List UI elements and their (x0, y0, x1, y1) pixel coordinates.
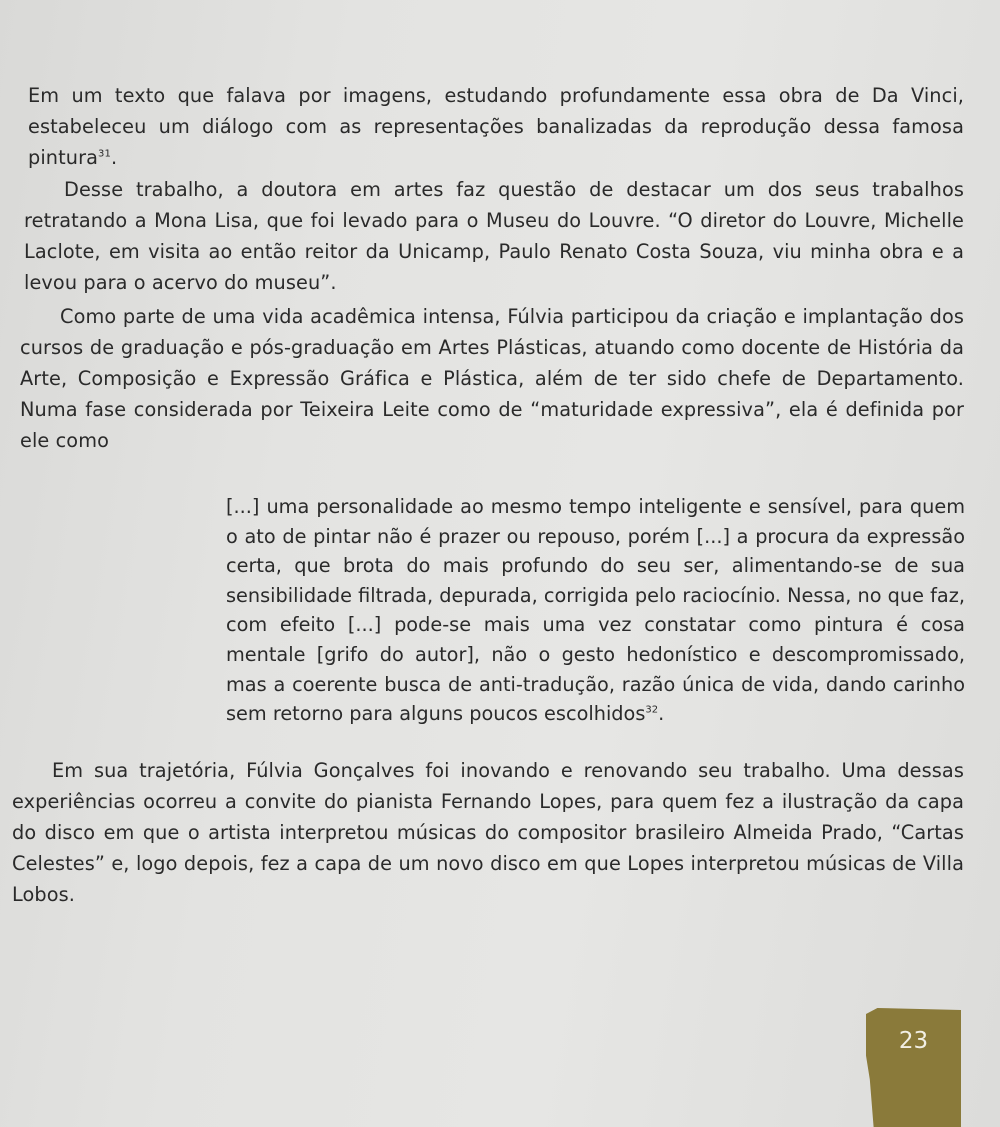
paragraph-2 (24, 174, 964, 298)
paragraph-2-text: Desse trabalho, a doutora em artes faz questão de destacar um dos seus trabalhos retratando a Mona Lisa, que foi levado para o Museu do Louvre. “O diretor do Louvre, Michelle Laclote, em visita ao então reitor da Unicamp, Paulo Renato Costa Souza, viu minha obra e a levou para o acervo do museu”. (24, 178, 964, 294)
paragraph-3 (20, 301, 964, 456)
footnote-ref-32: 32 (645, 704, 659, 716)
page-number-tab (866, 1008, 961, 1127)
paragraph-3-text: Como parte de uma vida acadêmica intensa, Fúlvia participou da criação e implantação dos cursos de graduação e pós-graduação em Artes Plásticas, atuando como docente de História da Arte, Composição e Expressão Gráfica e Plástica, além de ter sido chefe de Departamento. Numa fase considerada por Teixeira Leite como de “maturidade expressiva”, ela é definida por ele como (20, 305, 964, 452)
paragraph-4 (12, 755, 964, 910)
paragraph-4-text: Em sua trajetória, Fúlvia Gonçalves foi inovando e renovando seu trabalho. Uma dessas experiências ocorreu a convite do pianista Fernando Lopes, para quem fez a ilustração da capa do disco em que o artista interpretou músicas do compositor brasileiro Almeida Prado, “Cartas Celestes” e, logo depois, fez a capa de um novo disco em que Lopes interpretou músicas de Villa Lobos. (12, 759, 964, 906)
page-number: 23 (898, 1028, 929, 1054)
block-quote (226, 492, 965, 729)
paragraph-1 (28, 80, 964, 173)
block-quote-end: . (658, 702, 665, 726)
block-quote-text: [...] uma personalidade ao mesmo tempo inteligente e sensível, para quem o ato de pintar não é prazer ou repouso, porém [...] a procura da expressão certa, que brota do mais profundo do seu ser, alimentando-se de sua sensibilidade filtrada, depurada, corrigida pelo raciocínio. Nessa, no que faz, com efeito [...] pode-se mais uma vez constatar como pintura é cosa mentale [grifo do autor], não o gesto hedonístico e descompromissado, mas a coerente busca de anti-tradução, razão única de vida, dando carinho sem retorno para alguns poucos escolhidos (226, 495, 965, 726)
paragraph-1-text: Em um texto que falava por imagens, estudando profundamente essa obra de Da Vinci, estabeleceu um diálogo com as representações banalizadas da reprodução dessa famosa pintura (28, 84, 964, 169)
footnote-ref-31: 31 (98, 148, 111, 160)
paragraph-1-end: . (110, 146, 118, 169)
